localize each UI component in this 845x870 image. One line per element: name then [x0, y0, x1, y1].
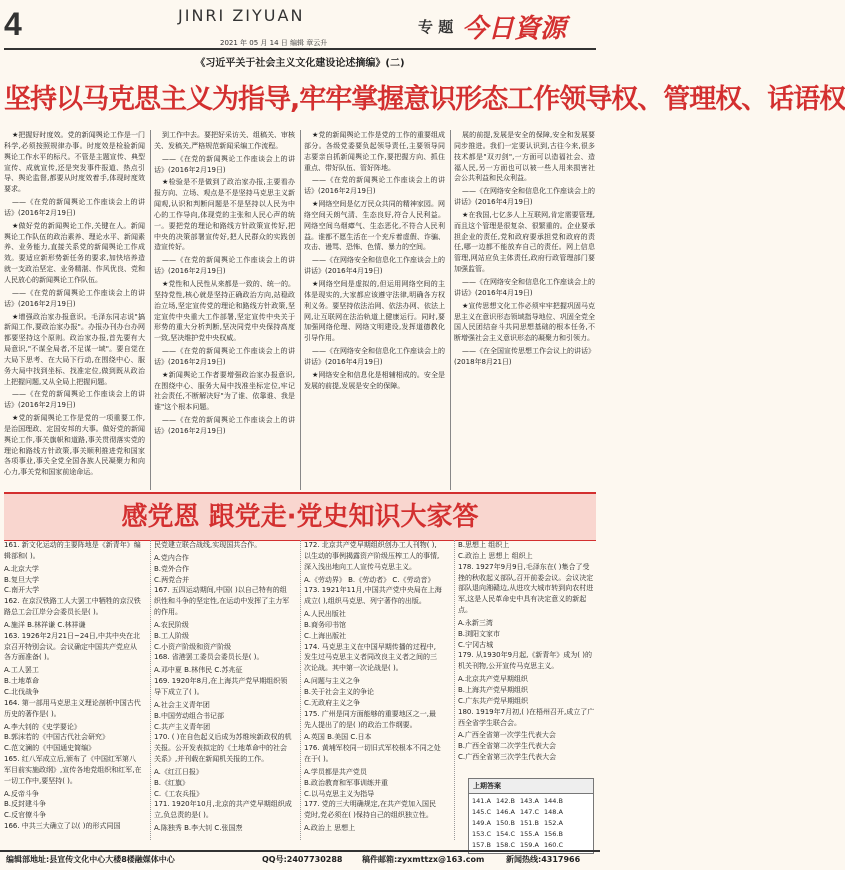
answer-item: 157.B — [472, 841, 491, 849]
quiz-option: B.反封建斗争 — [4, 800, 47, 809]
quiz-option: B.中国劳动组合书记部 — [154, 711, 225, 720]
answer-item: 158.C — [496, 841, 516, 849]
answer-item: 154.C — [496, 830, 516, 838]
quiz-question: 166. 中共三大确立了以( )的形式同国 — [4, 822, 121, 831]
quiz-option: B.政治教育和军事训练并重 — [304, 778, 389, 787]
quiz-banner — [4, 492, 596, 541]
answer-box-title: 上期答案 — [469, 779, 593, 794]
footer-qq: QQ号:2407730288 — [262, 855, 343, 864]
answer-item: 150.B — [496, 819, 515, 827]
article-paragraph: ★党性和人民性从来都是一致的、统一的。坚持党性,核心就是坚持正确政治方向,站稳政治立场,坚定宣传党的理论和路线方针政策,坚定宣传中央重大工作部署,坚定宣传中央关于形势的重大分析判断,坚决同党中央保持高度一致,坚决维护党中央权威。 — [154, 279, 295, 343]
quiz-option: B.浏阳文家市 — [458, 629, 501, 638]
quiz-question: 169. 1920年8月,在上海共产党早期组织领导下成立了( )。 — [154, 677, 288, 696]
quiz-question: 180. 1919年7月初,( )在梧州召开,成立了广西全省学生联合会。 — [458, 707, 595, 727]
article-column-1 — [4, 130, 145, 490]
quiz-question: 168. 省港罢工委员会委员长是( )。 — [154, 653, 264, 662]
article-paragraph: ——《在党的新闻舆论工作座谈会上的讲话》(2016年2月19日) — [4, 198, 145, 217]
quiz-option: A.陈独秀 B.李大钊 C.张国焘 — [154, 824, 243, 833]
quiz-option: A.施洋 B.林祥谦 C.林祥谦 — [4, 620, 86, 629]
answer-item: 151.B — [520, 819, 539, 827]
answer-item: 153.C — [472, 830, 492, 838]
quiz-option: A.《劳动界》 B.《劳动者》 C.《劳动音》 — [304, 575, 435, 584]
article-paragraph: ——《在党的新闻舆论工作座谈会上的讲话》(2016年2月19日) — [4, 390, 145, 410]
article-kicker: 《习近平关于社会主义文化建设论述摘编》(二) — [195, 58, 405, 69]
column-divider — [300, 130, 301, 490]
answer-item: 142.B — [496, 797, 515, 805]
footer-hotline: 新闻热线:4317966 — [506, 855, 581, 864]
quiz-question: 民党建立联合战线,实现国共合作。 — [154, 541, 262, 549]
section-label: 专 题 — [418, 18, 454, 36]
answer-item: 156.B — [544, 830, 563, 838]
quiz-option: C.南开大学 — [4, 586, 40, 595]
quiz-banner-title: 感党恩 跟党走·党史知识大家答 — [121, 502, 479, 532]
quiz-option: B.复旦大学 — [4, 575, 40, 584]
article-paragraph: ★增强政治家办报意识。毛泽东同志说"搞新闻工作,要政治家办报"。办报办刊办台办网都要坚持这个原则。政治家办报,首先要有大局意识,"不谋全局者,不足谋一域"。要自觉在大局下思考、在大局下行动,在围绕中心、服务大局中找到坐标、找准定位,做到既从政治上把握问题,又从全局上把握问题。 — [4, 312, 145, 386]
quiz-question: 179. 从1930年9月起,《新青年》成为( )的机关刊物,公开宣传马克思主义。 — [458, 651, 592, 671]
quiz-column-2 — [154, 540, 292, 840]
quiz-option: C.以马克思主义为指导 — [304, 789, 375, 798]
answer-item: 159.A — [520, 841, 539, 849]
dateline: 2021 年 05 月 14 日 编辑 章云升 — [220, 39, 328, 47]
article-paragraph: ——《在党的新闻舆论工作座谈会上的讲话》(2016年2月19日) — [154, 256, 295, 276]
quiz-option: A.广西全省第一次学生代表大会 — [458, 731, 556, 740]
quiz-option: C.反官僚斗争 — [4, 811, 47, 820]
article-paragraph: ——《在网络安全和信息化工作座谈会上的讲话》(2016年4月19日) — [304, 256, 445, 276]
answer-item: 149.A — [472, 819, 491, 827]
answer-box — [468, 778, 594, 854]
answer-item: 144.B — [544, 797, 563, 805]
quiz-option: C.广西全省第三次学生代表大会 — [458, 753, 557, 762]
article-paragraph: ★网络安全和信息化是相辅相成的。安全是发展的前提,发展是安全的保障。 — [304, 370, 445, 390]
footer-email: 稿件邮箱:zyxmttzx@163.com — [362, 855, 485, 864]
quiz-option: A.党内合作 — [154, 553, 189, 562]
quiz-option: C.无政府主义之争 — [304, 698, 361, 707]
quiz-question: 170. ( )在自色起义后成为苏维埃新政权的机关报。公开发表拟定的《土地革命中的社会关系》,并刊载在新闻机关报的工作。 — [154, 733, 292, 764]
article-paragraph: ——《在党的新闻舆论工作座谈会上的讲话》(2016年2月19日) — [154, 347, 295, 366]
article-column-2 — [154, 130, 295, 490]
quiz-option: B.思想上 组织上 — [458, 541, 510, 549]
quiz-option: C.《工农兵报》 — [154, 789, 204, 798]
article-paragraph: 到工作中去。要把好采访关、组稿关、审核关、发稿关,严格规范新闻采编工作流程。 — [154, 131, 295, 150]
quiz-question: 164. 第一部用马克思主义理论剖析中国古代历史的著作是( )。 — [4, 698, 141, 718]
answer-item: 145.C — [472, 808, 492, 816]
page-footer — [0, 850, 600, 870]
quiz-option: C.宁冈古城 — [458, 640, 494, 649]
article-paragraph: ★网络空间是虚拟的,但运用网络空间的主体是现实的,大家都应该遵守法律,明确各方权利义务。要坚持依法治网、依法办网、依法上网,让互联网在法治轨道上健康运行。同时,要加强网络伦理、网络文明建设,发挥道德教化引导作用。 — [304, 279, 445, 343]
quiz-option: B.土地革命 — [4, 677, 40, 686]
quiz-option: A.农民阶级 — [154, 620, 189, 629]
article-paragraph: ——《在网络安全和信息化工作座谈会上的讲话》(2016年4月19日) — [454, 187, 595, 207]
article-paragraph: ★宣传思想文化工作必须牢牢把握巩固马克思主义在意识形态领域指导地位、巩固全党全国人民团结奋斗共同思想基础的根本任务,不断增强社会主义意识形态的凝聚力和引领力。 — [454, 301, 595, 343]
quiz-option: A.学员都是共产党员 — [304, 767, 367, 776]
quiz-option: C.政治上 思想上 组织上 — [458, 551, 533, 560]
newspaper-logo: 今日資源 — [462, 14, 567, 44]
quiz-divider — [454, 540, 455, 840]
quiz-divider — [150, 540, 151, 840]
quiz-option: C.共产主义青年团 — [154, 722, 211, 731]
footer-address: 编辑部地址:县宣传文化中心大楼8楼融媒体中心 — [6, 855, 175, 864]
quiz-option: A.《红江日报》 — [154, 767, 203, 776]
article-paragraph: ——《在党的新闻舆论工作座谈会上的讲话》(2016年2月19日) — [304, 176, 445, 196]
article-paragraph: ★检验是不是做到了政治家办报,主要看办报方向、立场、观点是不是坚持马克思主义新闻观,认识和判断问题是不是坚持以人民为中心的工作导向,体现党的主张和人民心声的统一。要把党的理论和路线方针政策宣传好,把中央的决策部署宣传好,把人民群众的实践创造宣传好。 — [154, 178, 295, 252]
quiz-option: B.郭沫若的《中国古代社会研究》 — [4, 733, 110, 742]
quiz-option: A.北京共产党早期组织 — [458, 675, 528, 684]
quiz-question: 178. 1927年9月9日,毛泽东在( )集合了受挫的秋收起义部队,召开前委会议。会议决定部队退向湘赣边,从进攻大城市转到向农村进军,这是人民革命史中具有决定意义的新起点。 — [458, 562, 594, 615]
quiz-question: 167. 五四运动期间,中国( )以自己特有的组织性和斗争的坚定性,在运动中发挥了主力军的作用。 — [154, 586, 290, 617]
quiz-question: 172. 北京共产党早期组织创办工人刊物( ),以生动的事例揭露资产阶级压榨工人的事情,深入浅出地向工人宣传马克思主义。 — [304, 541, 440, 571]
quiz-column-1 — [4, 540, 142, 840]
answer-grid — [469, 794, 593, 853]
quiz-option: A.问题与主义之争 — [304, 677, 360, 686]
quiz-question: 174. 马克思主义在中国早期传播的过程中,发生过马克思主义者同改良主义者之间的三次论战。其中第一次论战是( )。 — [304, 642, 437, 673]
quiz-option: A.人民出版社 — [304, 610, 346, 619]
quiz-column-3 — [304, 540, 442, 840]
quiz-question: 161. 新文化运动的主要阵地是《新青年》编辑部和( )。 — [4, 541, 141, 560]
column-divider — [150, 130, 151, 490]
quiz-option: A.反帝斗争 — [4, 789, 39, 798]
quiz-option: A.李大钊的《史学要论》 — [4, 722, 81, 731]
answer-item: 148.A — [544, 808, 563, 816]
quiz-option: A.政治上 思想上 — [304, 824, 356, 833]
article-paragraph: ★新闻舆论工作者要增强政治家办报意识,在围绕中心、服务大局中找准坐标定位,牢记社会责任,不断解决好"为了谁、依靠谁、我是谁"这个根本问题。 — [154, 370, 295, 412]
quiz-question: 162. 在京汉铁路工人大罢工中牺牲的京汉铁路总工会江岸分会委员长是( )。 — [4, 597, 141, 617]
article-paragraph: ★做好党的新闻舆论工作,关键在人。新闻舆论工作队伍的政治素养、理论水平、新闻素养、业务能力,直接关系党的新闻舆论工作成效。要适应新形势新任务的要求,加快培养造就一支政治坚定、业务精湛、作风优良、党和人民放心的新闻舆论工作队伍。 — [4, 221, 145, 284]
quiz-option: B.《红旗》 — [154, 778, 190, 787]
article-paragraph: ★在我国,七亿多人上互联网,肯定需要管理,而且这个管理是很复杂、很繁重的。企业要承担企业的责任,党和政府要承担党和政府的责任,哪一边都不能放弃自己的责任。网上信息管理,网站应负主体责任,政府行政管理部门要加强监管。 — [454, 210, 595, 274]
page-number: 4 — [4, 6, 22, 42]
quiz-option: B.关于社会主义的争论 — [304, 687, 375, 696]
article-paragraph: ——《在党的新闻舆论工作座谈会上的讲话》(2016年2月19日) — [4, 288, 145, 308]
quiz-question: 171. 1920年10月,北京的共产党早期组织成立,负总责的是( )。 — [154, 800, 292, 820]
quiz-option: B.上海共产党早期组织 — [458, 685, 529, 694]
quiz-question: 165. 红八军成立后,颁布了《中国红军第八军目前实施政纲》,宣传各地党组织和红军,在一切工作中,要坚持( )。 — [4, 755, 142, 785]
quiz-option: C.范文澜的《中国通史简编》 — [4, 744, 96, 753]
quiz-option: C.北伐战争 — [4, 687, 40, 696]
quiz-question: 173. 1921年11月,中国共产党中央局在上海成立( ),组织马克思、列宁著作的出版。 — [304, 586, 442, 606]
quiz-option: B.党外合作 — [154, 564, 190, 573]
quiz-option: C.小资产阶级和资产阶级 — [154, 642, 232, 651]
quiz-option: B.广西全省第二次学生代表大会 — [458, 742, 557, 751]
quiz-option: C.广东共产党早期组织 — [458, 696, 529, 705]
answer-item: 152.A — [544, 819, 563, 827]
quiz-question: 177. 党的三大明确规定,在共产党加入国民党时,党必须在( )保持自己的组织独立性。 — [304, 800, 437, 820]
quiz-option: A.工人罢工 — [4, 666, 39, 675]
page-header — [0, 0, 600, 46]
article-headline: 坚持以马克思主义为指导,牢牢掌握意识形态工作领导权、管理权、话语权 — [4, 84, 845, 115]
article-paragraph: ——《在党的新闻舆论工作座谈会上的讲话》(2016年2月19日) — [154, 416, 295, 435]
quiz-option: B.工人阶级 — [154, 631, 190, 640]
quiz-option: A.北京大学 — [4, 564, 39, 573]
quiz-option: A.邓中夏 B.林伟民 C.苏兆征 — [154, 666, 243, 675]
quiz-question: 176. 黄埔军校同一切旧式军校根本不同之处在于( )。 — [304, 744, 441, 764]
quiz-divider — [300, 540, 301, 840]
quiz-option: A.永新三湾 — [458, 618, 493, 627]
article-paragraph: ——《在党的新闻舆论工作座谈会上的讲话》(2016年2月19日) — [154, 154, 295, 174]
answer-item: 155.A — [520, 830, 539, 838]
article-column-3 — [304, 130, 445, 490]
answer-item: 141.A — [472, 797, 491, 805]
quiz-option: A.英国 B.美国 C.日本 — [304, 733, 372, 742]
article-paragraph: ★党的新闻舆论工作是党的工作的重要组成部分。各级党委要负起领导责任,主要领导同志要亲自抓新闻舆论工作,要把握方向、抓住重点、带好队伍、管好阵地。 — [304, 131, 445, 172]
article-paragraph: ——《在网络安全和信息化工作座谈会上的讲话》(2016年4月19日) — [304, 347, 445, 366]
quiz-question: 163. 1926年2月21日~24日,中共中央在北京召开特别会议。会议确定中国共产党应从各方面准备( )。 — [4, 631, 140, 662]
answer-item: 146.A — [496, 808, 515, 816]
article-paragraph: ——《在网络安全和信息化工作座谈会上的讲话》(2016年4月19日) — [454, 277, 595, 297]
article-paragraph: ★把握好时度效。党的新闻舆论工作是一门科学,必须按照规律办事。时度效是检验新闻舆论工作水平的标尺。不管是主题宣传、典型宣传、成就宣传,还是突发事件报道、热点引导、舆论监督,都要从时度效着手,体现时度效要求。 — [4, 131, 145, 194]
article-paragraph: ★党的新闻舆论工作是党的一项重要工作,是治国理政、定国安邦的大事。做好党的新闻舆论工作,事关旗帜和道路,事关贯彻落实党的理论和路线方针政策,事关顺利推进党和国家各项事业,事关全党全国各族人民凝聚力和向心力,事关党和国家前途命运。 — [4, 414, 145, 477]
column-divider — [450, 130, 451, 490]
answer-item: 160.C — [544, 841, 564, 849]
article-paragraph: ★网络空间是亿万民众共同的精神家园。网络空间天朗气清、生态良好,符合人民利益。网络空间乌烟瘴气、生态恶化,不符合人民利益。谁都不愿生活在一个充斥着虚假、诈骗、攻击、谩骂、恐怖、色情、暴力的空间。 — [304, 200, 445, 252]
header-rule — [4, 48, 596, 50]
quiz-question: 175. 广州是同方面能够的重要地区之一,最先人提出了的是( )的政治工作纲要。 — [304, 709, 437, 729]
answer-item: 147.C — [520, 808, 540, 816]
quiz-option: C.上海出版社 — [304, 631, 347, 640]
article-paragraph: ——《在全国宣传思想工作会议上的讲话》(2018年8月21日) — [454, 347, 595, 366]
article-column-4 — [454, 130, 595, 490]
quiz-option: B.商务印书馆 — [304, 620, 347, 629]
article-paragraph: 展的前提,发展是安全的保障,安全和发展要同步推进。我们一定要认识到,古往今来,很多技术都是"双刃剑",一方面可以造福社会、造福人民,另一方面也可以被一些人用来损害社会公共利益和民众利益。 — [454, 131, 595, 183]
answer-item: 143.A — [520, 797, 539, 805]
quiz-option: A.社会主义青年团 — [154, 700, 210, 709]
quiz-option: C.两党合并 — [154, 575, 190, 584]
masthead: JINRI ZIYUAN — [178, 6, 305, 25]
